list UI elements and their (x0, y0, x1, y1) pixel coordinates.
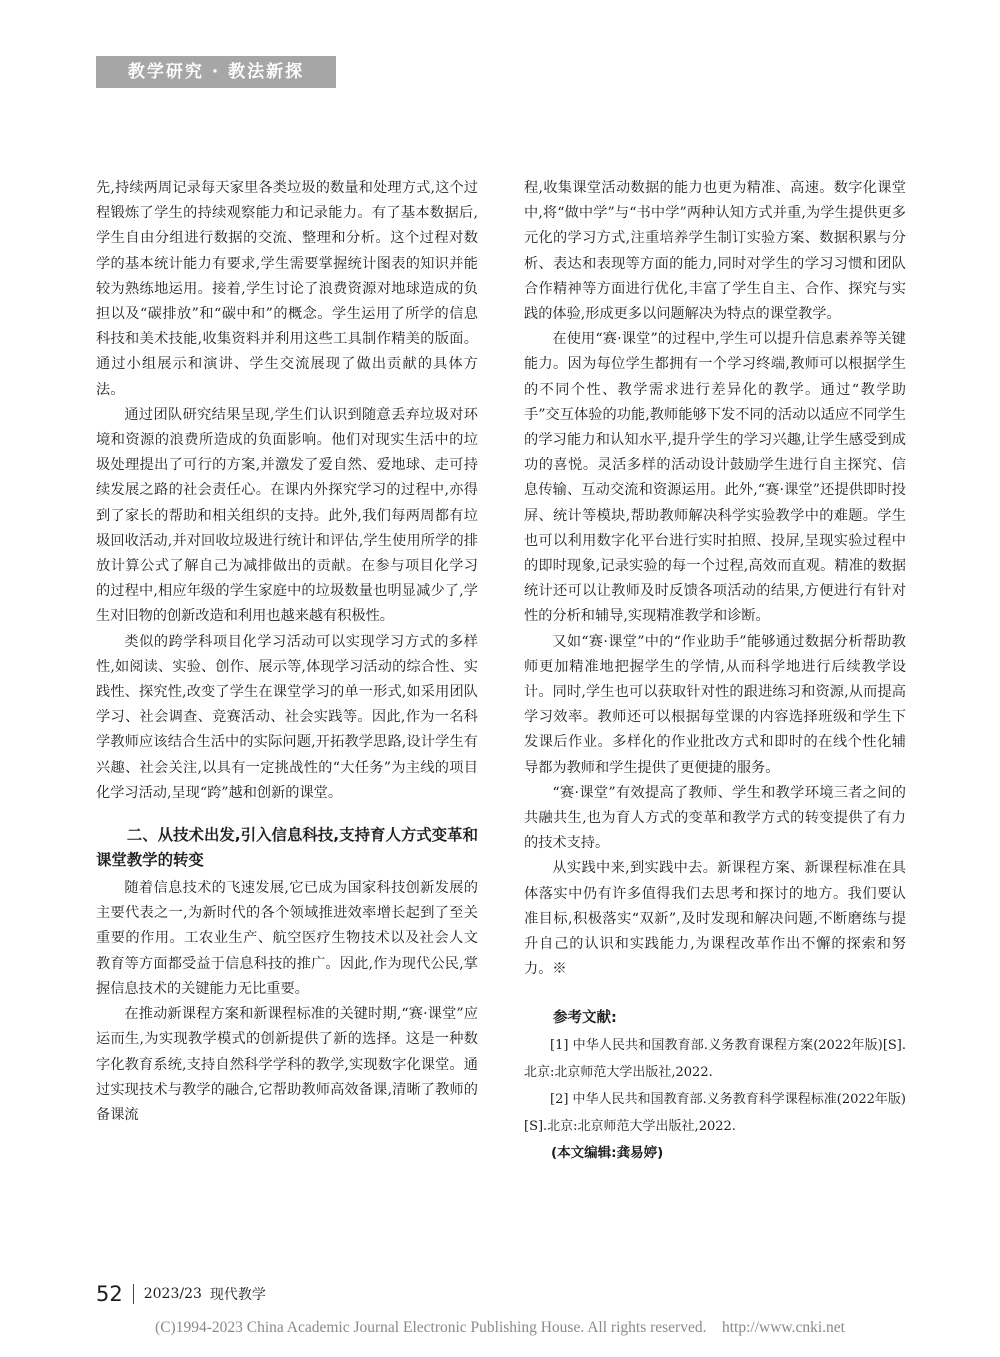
body-paragraph: 在使用“赛·课堂”的过程中,学生可以提升信息素养等关键能力。因为每位学生都拥有一个学习终端,教师可以根据学生的不同个性、教学需求进行差异化的教学。通过“教学助手”交互体验的功能,教师能够下发不同的活动以适应不同学生的学习能力和认知水平,提升学生的学习兴趣,让学生感受到成功的喜悦。灵活多样的活动设计鼓励学生进行自主探究、信息传输、互动交流和资源运用。此外,“赛·课堂”还提供即时投屏、统计等模块,帮助教师解决科学实验教学中的难题。学生也可以利用数字化平台进行实时拍照、投屏,呈现实验过程中的即时现象,记录实验的每一个过程,高效而直观。精准的数据统计还可以让教师及时反馈各项活动的结果,方便进行有针对性的分析和辅导,实现精准教学和诊断。 (524, 331, 906, 625)
footer-divider (133, 1284, 134, 1304)
right-column (524, 176, 906, 1167)
reference-item: [1] 中华人民共和国教育部.义务教育课程方案(2022年版)[S].北京:北京师范大学出版社,2022. (524, 1037, 906, 1080)
body-paragraph: 先,持续两周记录每天家里各类垃圾的数量和处理方式,这个过程锻炼了学生的持续观察能力和记录能力。有了基本数据后,学生自由分组进行数据的交流、整理和分析。这个过程对数学的基本统计能力有要求,学生需要掌握统计图表的知识并能较为熟练地运用。接着,学生讨论了浪费资源对地球造成的负担以及“碳排放”和“碳中和”的概念。学生运用了所学的信息科技和美术技能,收集资料并利用这些工具制作精美的版面。通过小组展示和演讲、学生交流展现了做出贡献的具体方法。 (96, 180, 478, 398)
references-title: 参考文献: (553, 1009, 617, 1026)
body-paragraph: “赛·课堂”有效提高了教师、学生和教学环境三者之间的共融共生,也为育人方式的变革和教学方式的转变提供了有力的技术支持。 (524, 784, 906, 852)
references (524, 1005, 906, 1167)
editor-credit: (本文编辑:龚易婷) (551, 1144, 664, 1161)
section-banner: 教学研究 · 教法新探 (96, 56, 336, 88)
page-footer (96, 1279, 266, 1309)
left-column (96, 176, 478, 1128)
issue-number: 2023/23 (143, 1286, 202, 1302)
body-paragraph: 随着信息技术的飞速发展,它已成为国家科技创新发展的主要代表之一,为新时代的各个领域推进效率增长起到了至关重要的作用。工农业生产、航空医疗生物技术以及社会人文教育等方面都受益于信息科技的推广。因此,作为现代公民,掌握信息技术的关键能力无比重要。 (96, 880, 478, 997)
page-number: 52 (96, 1282, 123, 1306)
body-paragraph: 通过团队研究结果呈现,学生们认识到随意丢弃垃圾对环境和资源的浪费所造成的负面影响。他们对现实生活中的垃圾处理提出了可行的方案,并激发了爱自然、爱地球、走可持续发展之路的社会责任心。在课内外探究学习的过程中,亦得到了家长的帮助和相关组织的支持。此外,我们每两周都有垃圾回收活动,并对回收垃圾进行统计和评估,学生使用所学的排放计算公式了解自己为减排做出的贡献。在参与项目化学习的过程中,相应年级的学生家庭中的垃圾数量也明显减少了,学生对旧物的创新改造和利用也越来越有积极性。 (96, 406, 478, 625)
body-paragraph: 在推动新课程方案和新课程标准的关键时期,“赛·课堂”应运而生,为实现教学模式的创新提供了新的选择。这是一种数字化教育系统,支持自然科学学科的教学,实现数字化课堂。通过实现技术与教学的融合,它帮助教师高效备课,清晰了教师的备课流 (96, 1006, 478, 1123)
body-paragraph: 类似的跨学科项目化学习活动可以实现学习方式的多样性,如阅读、实验、创作、展示等,体现学习活动的综合性、实践性、探究性,改变了学生在课堂学习的单一形式,如采用团队学习、社会调查、竞赛活动、社会实践等。因此,作为一名科学教师应该结合生活中的实际问题,开拓教学思路,设计学生有兴趣、社会关注,以具有一定挑战性的“大任务”为主线的项目化学习活动,呈现“跨”越和创新的课堂。 (96, 633, 478, 801)
reference-item: [2] 中华人民共和国教育部.义务教育科学课程标准(2022年版)[S].北京:北京师范大学出版社,2022. (524, 1091, 906, 1134)
section-heading: 二、从技术出发,引入信息科技,支持育人方式变革和课堂教学的转变 (96, 826, 478, 870)
body-paragraph: 从实践中来,到实践中去。新课程方案、新课程标准在具体落实中仍有许多值得我们去思考和探讨的地方。我们要认准目标,积极落实“双新”,及时发现和解决问题,不断磨练与提升自己的认识和实践能力,为课程改革作出不懈的探索和努力。※ (524, 860, 906, 978)
copyright-notice: (C)1994-2023 China Academic Journal Electronic Publishing House. All rights reserved. http://www.cnki.net (155, 1319, 845, 1336)
body-paragraph: 又如“赛·课堂”中的“作业助手”能够通过数据分析帮助教师更加精准地把握学生的学情,从而科学地进行后续教学设计。同时,学生也可以获取针对性的跟进练习和资源,从而提高学习效率。教师还可以根据每堂课的内容选择班级和学生下发课后作业。多样化的作业批改方式和即时的在线个性化辅导都为教师和学生提供了更便捷的服务。 (524, 633, 906, 776)
journal-name: 现代教学 (209, 1287, 266, 1303)
body-paragraph: 程,收集课堂活动数据的能力也更为精准、高速。数字化课堂中,将“做中学”与“书中学”两种认知方式并重,为学生提供更多元化的学习方式,注重培养学生制订实验方案、数据积累与分析、表达和表现等方面的能力,同时对学生的学习习惯和团队合作精神等方面进行优化,丰富了学生自主、合作、探究与实践的体验,形成更多以问题解决为特点的课堂教学。 (524, 180, 906, 323)
